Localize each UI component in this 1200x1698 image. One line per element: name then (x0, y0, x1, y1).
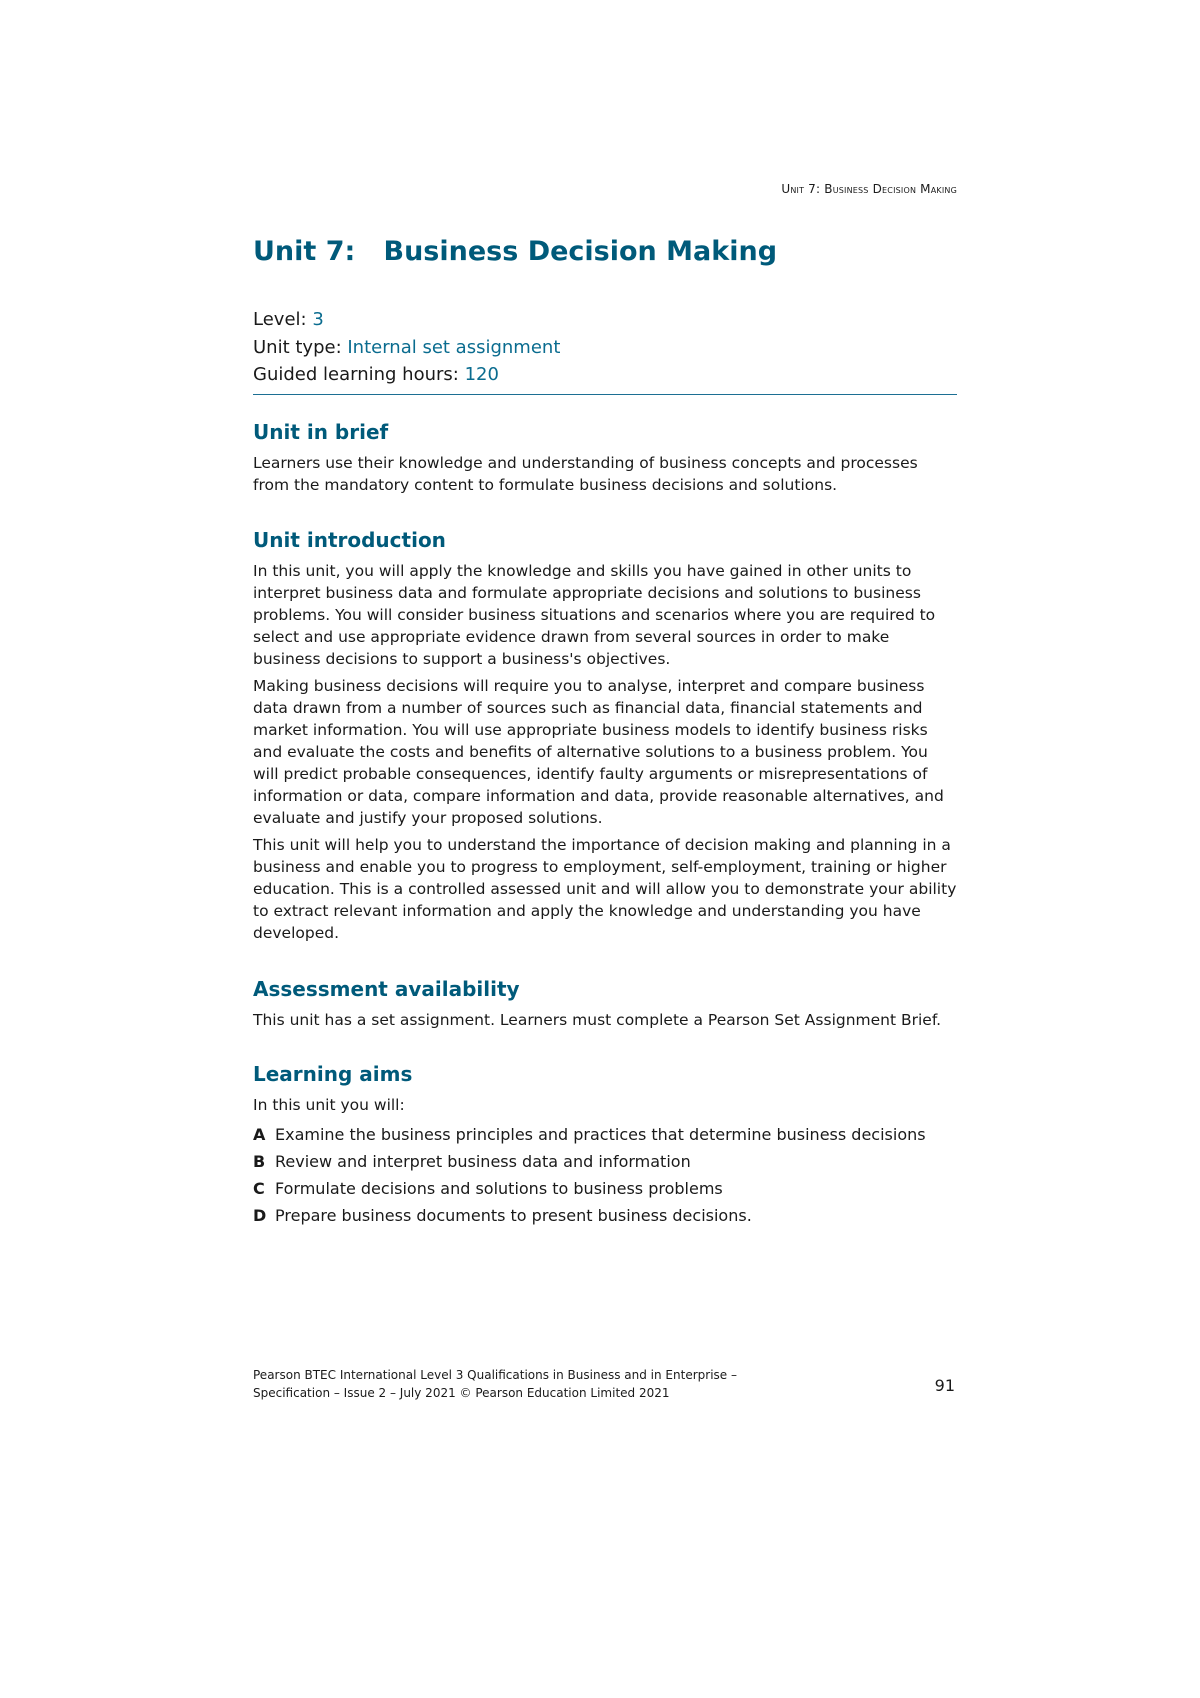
aim-text: Review and interpret business data and information (275, 1152, 691, 1171)
assessment-availability-text: This unit has a set assignment. Learners must complete a Pearson Set Assignment Brief. (253, 1011, 942, 1029)
unit-type-label: Unit type: (253, 336, 348, 358)
level-row (253, 306, 957, 334)
guided-hours-value: 120 (464, 364, 499, 385)
learning-aim-item (253, 1148, 957, 1175)
assessment-availability-section (253, 977, 957, 1036)
unit-type-value: Internal set assignment (347, 336, 561, 358)
unit-type-row (253, 334, 957, 362)
assessment-availability-heading: Assessment availability (253, 977, 520, 1001)
aim-letter: D (253, 1206, 267, 1225)
level-value: 3 (312, 309, 324, 330)
footer-line-2: Specification – Issue 2 – July 2021 © Pearson Education Limited 2021 (253, 1385, 670, 1400)
learning-aim-item (253, 1121, 957, 1148)
aim-letter: B (253, 1152, 266, 1171)
page-number: 91 (934, 1376, 955, 1395)
unit-introduction-heading: Unit introduction (253, 528, 446, 552)
learning-aim-item (253, 1175, 957, 1202)
learning-aims-intro: In this unit you will: (253, 1096, 405, 1114)
footer-line-1: Pearson BTEC International Level 3 Qualifications in Business and in Enterprise – (253, 1368, 737, 1382)
intro-paragraph-1: In this unit, you will apply the knowledge and skills you have gained in other units to interpret business data and formulate appropriate decisions and solutions to business problems. You will consider business situations and scenarios where you are required to select and use appropriate evidence drawn from several sources in order to make business decisions to support a business's objectives. (253, 562, 936, 668)
aim-text: Prepare business documents to present business decisions. (275, 1206, 752, 1225)
document-page (253, 0, 957, 1698)
learning-aim-item (253, 1202, 957, 1229)
level-label: Level: (253, 309, 313, 330)
aim-text: Formulate decisions and solutions to business problems (275, 1179, 723, 1198)
intro-paragraph-3: This unit will help you to understand the importance of decision making and planning in a business and enable you to progress to employment, self-employment, training or higher education. This is a controlled assessed unit and will allow you to demonstrate your ability to extract relevant information and apply the knowledge and understanding you have developed. (253, 836, 957, 942)
learning-aims-heading: Learning aims (253, 1062, 413, 1086)
unit-in-brief-section (253, 420, 957, 501)
guided-hours-row (253, 361, 957, 389)
unit-meta (253, 306, 957, 395)
unit-in-brief-heading: Unit in brief (253, 420, 389, 444)
page-title: Unit 7: Business Decision Making (253, 236, 778, 267)
aim-text: Examine the business principles and practices that determine business decisions (275, 1125, 926, 1144)
aim-letter: C (253, 1179, 265, 1198)
intro-paragraph-2: Making business decisions will require you to analyse, interpret and compare business data drawn from a number of sources such as financial data, financial statements and market information. You will use appropriate business models to identify business risks and evaluate the costs and benefits of alternative solutions to a business problem. You will predict probable consequences, identify faulty arguments or misrepresentations of information or data, compare information and data, provide reasonable alternatives, and evaluate and justify your proposed solutions. (253, 677, 944, 827)
unit-introduction-section (253, 528, 957, 949)
footer-publication-info (253, 1367, 737, 1402)
unit-in-brief-text: Learners use their knowledge and understanding of business concepts and processes from the mandatory content to formulate business decisions and solutions. (253, 454, 918, 494)
aim-letter: A (253, 1125, 266, 1144)
running-header: Unit 7: Business Decision Making (781, 182, 957, 196)
learning-aims-list (253, 1121, 957, 1229)
learning-aims-section (253, 1062, 957, 1229)
guided-hours-label: Guided learning hours: (253, 364, 465, 385)
